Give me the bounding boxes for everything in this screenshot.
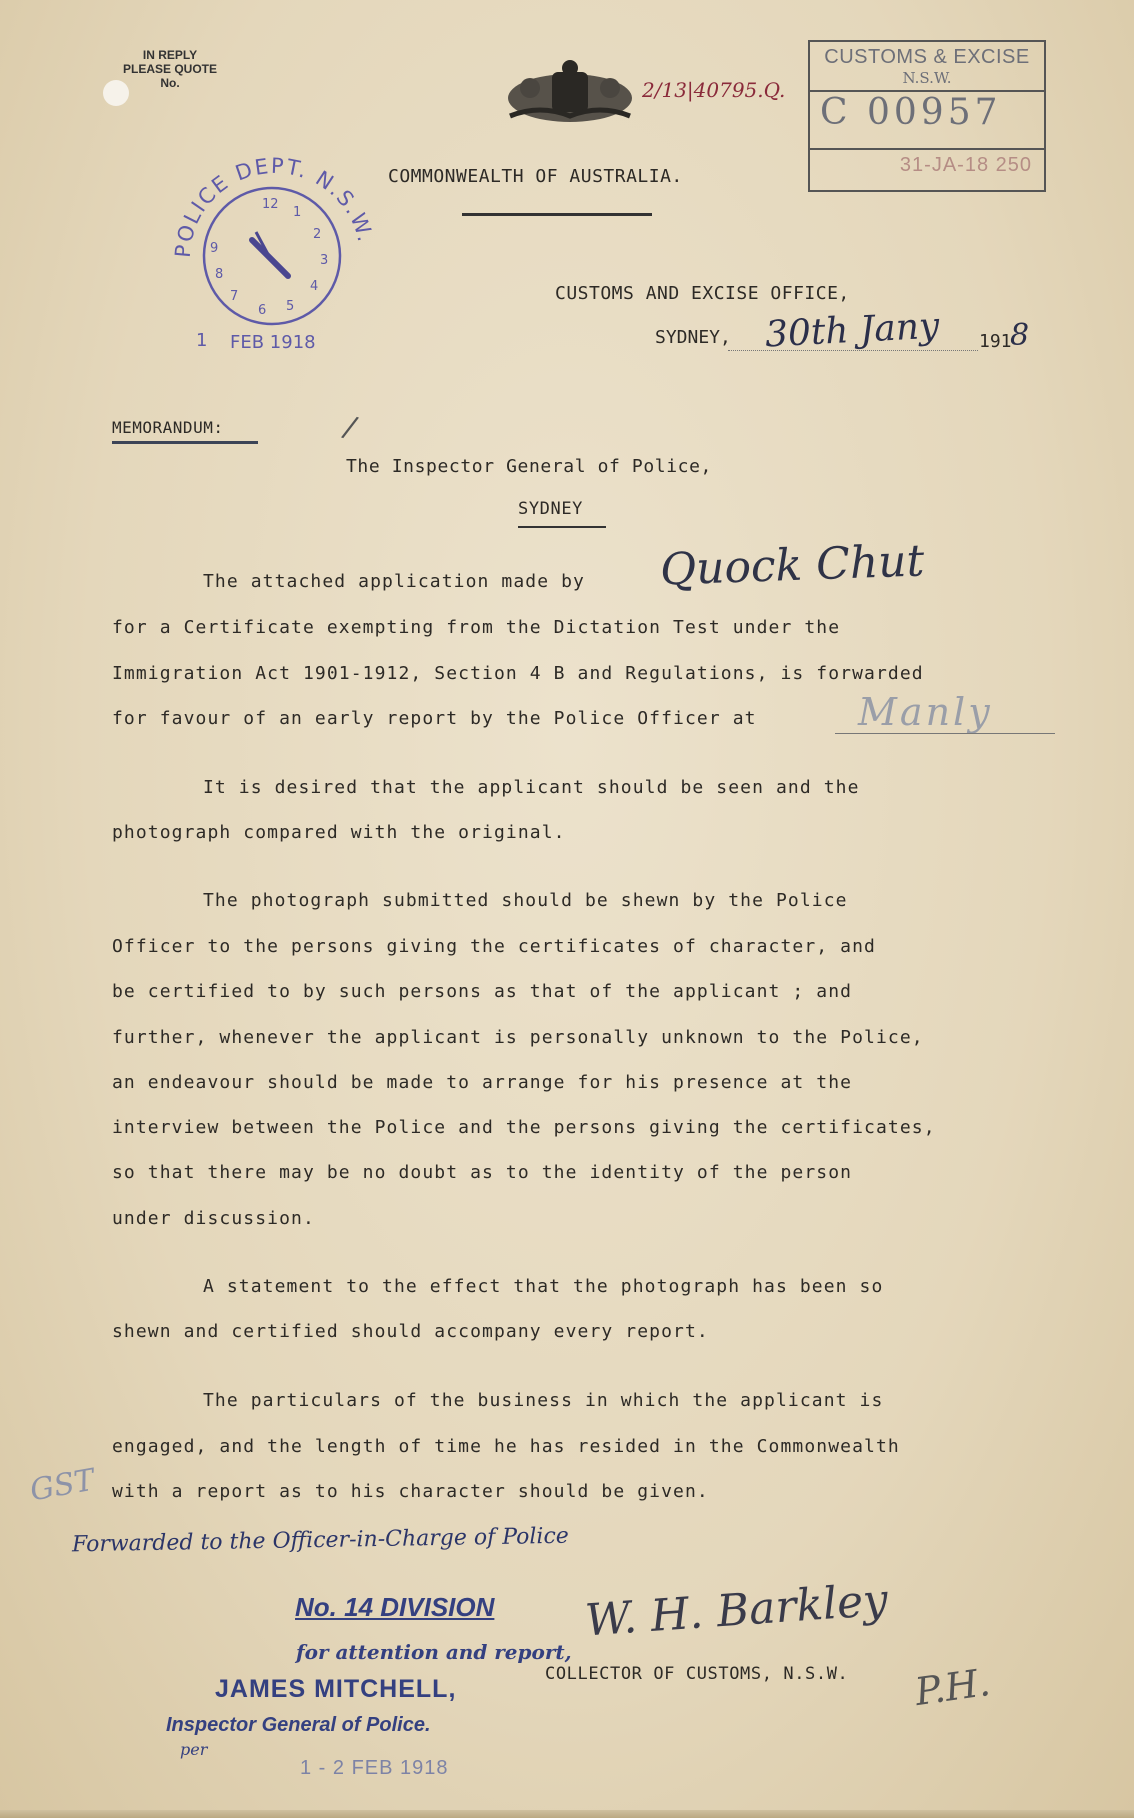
reference-note: 2/13|40795.Q.: [642, 78, 786, 102]
customs-stamp-state: N.S.W.: [902, 69, 952, 87]
clock-number: 1: [293, 205, 302, 220]
commonwealth-heading: COMMONWEALTH OF AUSTRALIA.: [388, 166, 683, 187]
clock-number: 4: [310, 279, 319, 294]
clock-number: 3: [320, 253, 329, 268]
clock-number: 9: [210, 241, 219, 256]
clock-number: 8: [215, 267, 224, 282]
addressee-city: SYDNEY: [518, 499, 584, 519]
body-line: The particulars of the business in which the applicant is: [203, 1390, 884, 1411]
handwritten-year-digit: 8: [1010, 318, 1030, 353]
initials-handwritten: P.H.: [912, 1659, 993, 1715]
handwritten-date: 30th Jany: [764, 305, 941, 356]
clock-number: 12: [262, 197, 279, 212]
forwarded-note: Forwarded to the Officer-in-Charge of Police: [71, 1523, 570, 1558]
city-rule: [518, 526, 606, 528]
heading-rule: [462, 213, 652, 216]
reply-line-3: No.: [160, 76, 180, 90]
collector-title: COLLECTOR OF CUSTOMS, N.S.W.: [545, 1664, 849, 1684]
clock-number: 6: [258, 303, 267, 318]
body-line: The attached application made by: [203, 571, 585, 592]
body-line: Officer to the persons giving the certificates of character, and: [112, 936, 876, 957]
police-stamp-date: FEB 1918: [230, 332, 316, 353]
body-line: photograph compared with the original.: [112, 822, 566, 843]
body-line: It is desired that the applicant should be seen and the: [203, 777, 860, 798]
police-clock-stamp: [160, 148, 390, 363]
body-line: A statement to the effect that the photograph has been so: [203, 1276, 884, 1297]
body-line: for a Certificate exempting from the Dictation Test under the: [112, 617, 841, 638]
body-line: shewn and certified should accompany every report.: [112, 1321, 709, 1342]
location-line: [835, 733, 1055, 734]
body-line: engaged, and the length of time he has resided in the Commonwealth: [112, 1436, 900, 1457]
body-line: for favour of an early report by the Police Officer at: [112, 708, 757, 729]
addressee: The Inspector General of Police,: [346, 456, 712, 477]
body-line: an endeavour should be made to arrange for his presence at the: [112, 1072, 853, 1093]
body-line: under discussion.: [112, 1208, 315, 1229]
inspector-name-stamp: JAMES MITCHELL,: [215, 1675, 457, 1703]
body-line: be certified to by such persons as that of the applicant ; and: [112, 981, 853, 1002]
customs-stamp-title: CUSTOMS & EXCISE: [824, 46, 1030, 68]
clock-number: 5: [286, 299, 295, 314]
memorandum-rule: [112, 441, 258, 444]
police-stamp-day: 1: [196, 330, 208, 351]
collector-signature: W. H. Barkley: [583, 1574, 890, 1647]
office-line: CUSTOMS AND EXCISE OFFICE,: [555, 283, 850, 304]
margin-note: GST: [27, 1462, 98, 1509]
year-prefix: 191: [979, 331, 1012, 352]
reply-quote-box: [100, 48, 240, 90]
clock-number: 7: [230, 289, 239, 304]
per-note: per: [180, 1740, 208, 1759]
attention-stamp: for attention and report,: [296, 1640, 572, 1664]
applicant-name-handwritten: Quock Chut: [659, 535, 926, 596]
stamp-divider: [810, 148, 1044, 150]
city-prefix: SYDNEY,: [655, 327, 731, 348]
reply-line-2: PLEASE QUOTE: [122, 62, 217, 76]
reply-line-1: IN REPLY: [142, 48, 198, 62]
police-location-handwritten: Manly: [858, 690, 993, 734]
coat-of-arms-icon: [500, 58, 640, 126]
body-line: further, whenever the applicant is personally unknown to the Police,: [112, 1027, 924, 1048]
tick-mark-icon: /: [339, 409, 361, 446]
division-stamp: No. 14 DIVISION: [295, 1592, 495, 1622]
received-date-stamp: 1 - 2 FEB 1918: [300, 1757, 449, 1779]
customs-received-stamp: [808, 40, 1046, 192]
memorandum-heading: MEMORANDUM:: [112, 418, 224, 437]
customs-stamp-number: C 00957: [820, 92, 1002, 133]
page-bottom-edge: [0, 1810, 1134, 1818]
clock-number: 2: [313, 227, 322, 242]
body-line: Immigration Act 1901-1912, Section 4 B and Regulations, is forwarded: [112, 663, 924, 684]
body-line: The photograph submitted should be shewn by the Police: [203, 890, 848, 911]
inspector-title-stamp: Inspector General of Police.: [166, 1714, 431, 1736]
body-line: so that there may be no doubt as to the identity of the person: [112, 1162, 853, 1183]
customs-stamp-date: 31-JA-18 250: [899, 154, 1032, 176]
body-line: with a report as to his character should be given.: [112, 1481, 709, 1502]
body-line: interview between the Police and the persons giving the certificates,: [112, 1117, 936, 1138]
police-stamp-arc-text: POLICE DEPT. N.S.W.: [170, 153, 378, 259]
